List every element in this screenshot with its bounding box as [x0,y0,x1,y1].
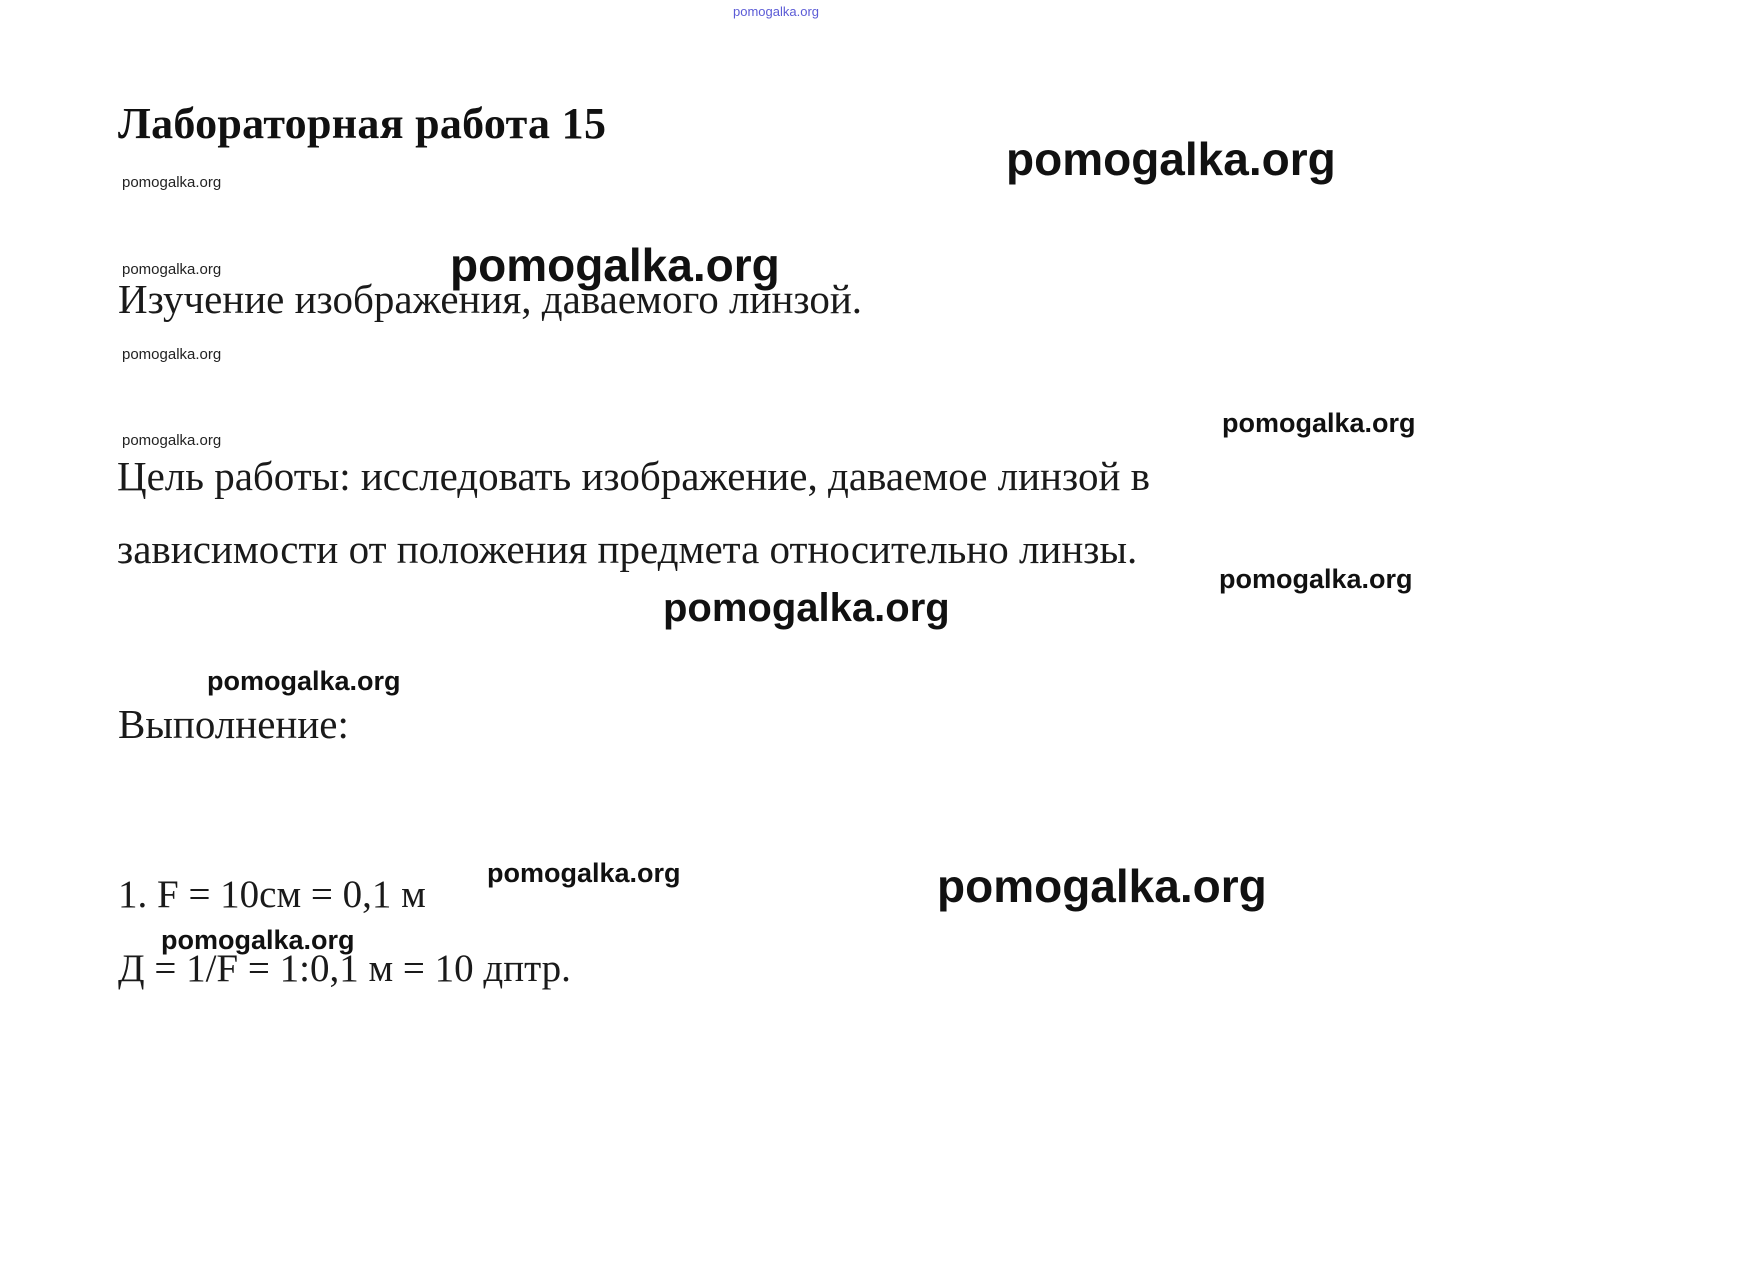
watermark: pomogalka.org [122,174,222,191]
watermark: pomogalka.org [122,346,222,363]
solution-line-2: Д = 1/F = 1:0,1 м = 10 дптр. [118,947,571,990]
watermark: pomogalka.org [487,858,681,888]
watermark: pomogalka.org [1006,133,1336,185]
watermark: pomogalka.org [161,925,355,955]
watermark: pomogalka.org [1219,564,1413,594]
watermark: pomogalka.org [733,4,819,19]
watermark: pomogalka.org [207,666,401,696]
section-label-execution: Выполнение: [118,701,349,747]
goal-line-2: зависимости от положения предмета относительно линзы. [117,526,1138,572]
watermark: pomogalka.org [937,860,1267,912]
solution-line-1: 1. F = 10см = 0,1 м [118,873,426,916]
watermark: pomogalka.org [663,586,950,630]
lab-subject-line: Изучение изображения, даваемого линзой. [118,276,863,322]
goal-line-1: Цель работы: исследовать изображение, даваемое линзой в [117,453,1151,499]
watermark: pomogalka.org [122,261,222,278]
watermark: pomogalka.org [122,432,222,449]
watermark: pomogalka.org [450,239,780,291]
watermark: pomogalka.org [1222,408,1416,438]
page-title: Лабораторная работа 15 [118,99,607,148]
